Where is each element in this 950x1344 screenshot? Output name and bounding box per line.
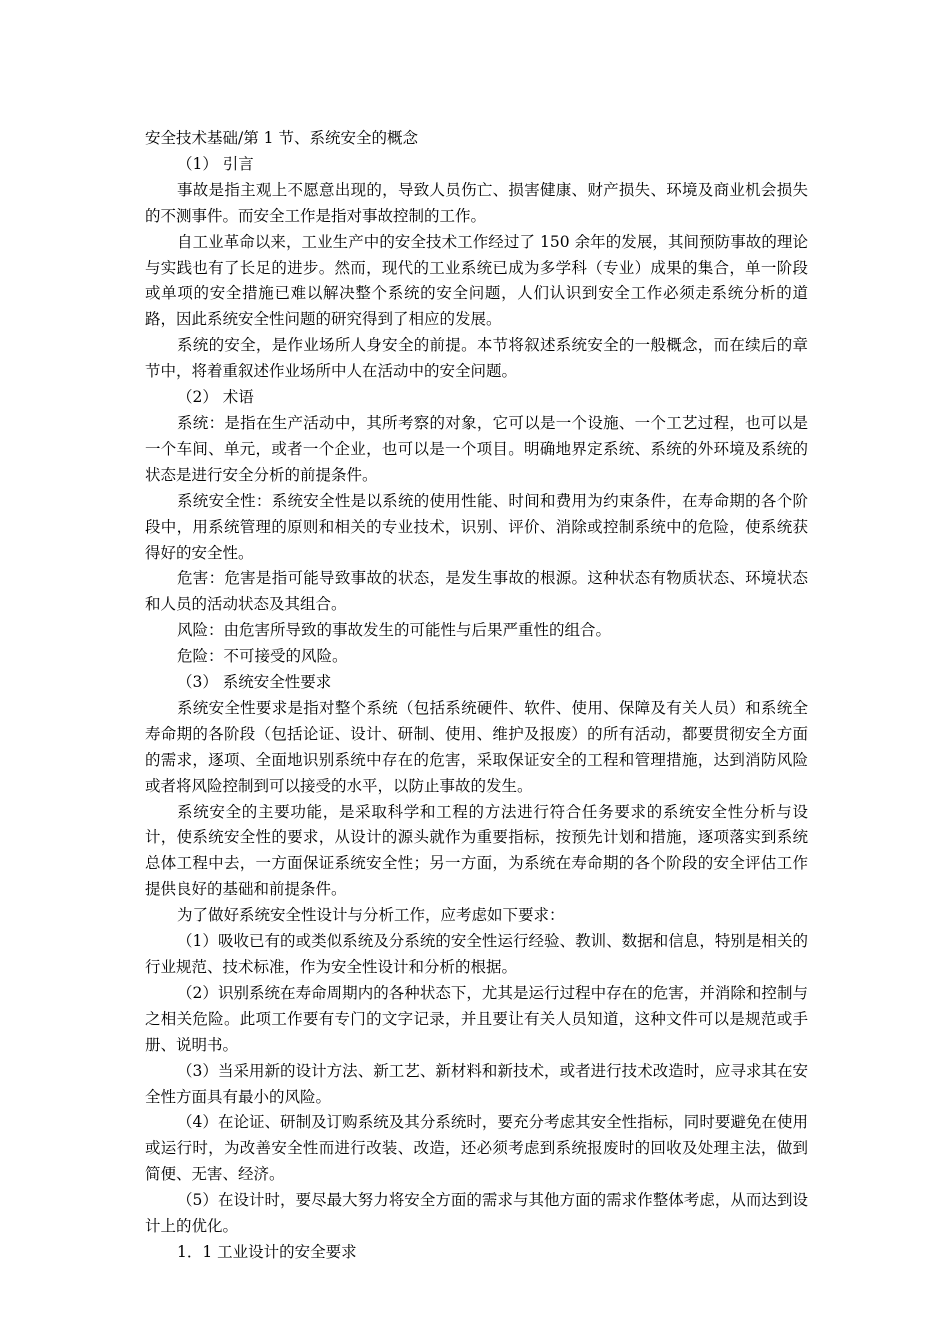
document-page [145,126,808,1266]
paragraph-requirement-4: （4）在论证、研制及订购系统及其分系统时，要充分考虑其安全性指标，同时要避免在使用或运行时，为改善安全性而进行改装、改造，还必须考虑到系统报废时的回收及处理主法，做到简便、无害、经济。 [145,1113,808,1184]
section-heading-introduction: （1） 引言 [177,154,254,173]
paragraph-system-safety-premise: 系统的安全，是作业场所人身安全的前提。本节将叙述系统安全的一般概念，而在续后的章节中，将着重叙述作业场所中人在活动中的安全问题。 [145,336,808,381]
paragraph-requirement-5: （5）在设计时，要尽最大努力将安全方面的需求与其他方面的需求作整体考虑，从而达到设计上的优化。 [145,1191,808,1236]
paragraph-term-danger: 危险：不可接受的风险。 [177,647,348,666]
paragraph-requirement-3: （3）当采用新的设计方法、新工艺、新材料和新技术，或者进行技术改造时，应寻求其在安全性方面具有最小的风险。 [145,1061,808,1106]
paragraph-industrial-history: 自工业革命以来，工业生产中的安全技术工作经过了 150 余年的发展，其间预防事故的理论与实践也有了长足的进步。然而，现代的工业系统已成为多学科（专业）成果的集合，单一阶段或单项的安全措施已难以解决整个系统的安全问题，人们认识到安全工作必须走系统分析的道路，因此系统安全性问题的研究得到了相应的发展。 [145,232,808,329]
paragraph-requirement-2: （2）识别系统在寿命周期内的各种状态下，尤其是运行过程中存在的危害，并消除和控制与之相关危险。此项工作要有专门的文字记录，并且要让有关人员知道，这种文件可以是规范或手册、说明书。 [145,983,808,1054]
paragraph-accident-definition: 事故是指主观上不愿意出现的，导致人员伤亡、损害健康、财产损失、环境及商业机会损失的不测事件。而安全工作是指对事故控制的工作。 [145,180,808,225]
section-heading-safety-requirements: （3） 系统安全性要求 [177,673,332,692]
paragraph-requirements-intro: 为了做好系统安全性设计与分析工作，应考虑如下要求： [177,906,565,925]
section-heading-terms: （2） 术语 [177,388,254,407]
paragraph-term-system: 系统：是指在生产活动中，其所考察的对象，它可以是一个设施、一个工艺过程，也可以是一个车间、单元，或者一个企业，也可以是一个项目。明确地界定系统、系统的外环境及系统的状态是进行安全分析的前提条件。 [145,413,808,484]
paragraph-main-function: 系统安全的主要功能，是采取科学和工程的方法进行符合任务要求的系统安全性分析与设计，使系统安全性的要求，从设计的源头就作为重要指标，按预先计划和措施，逐项落实到系统总体工程中去，一方面保证系统安全性；另一方面，为系统在寿命期的各个阶段的安全评估工作提供良好的基础和前提条件。 [145,802,808,899]
breadcrumb: 安全技术基础/第 1 节、系统安全的概念 [145,129,418,147]
paragraph-term-hazard: 危害：危害是指可能导致事故的状态，是发生事故的根源。这种状态有物质状态、环境状态和人员的活动状态及其组合。 [145,569,808,614]
paragraph-requirement-1: （1）吸收已有的或类似系统及分系统的安全性运行经验、教训、数据和信息，特别是相关的行业规范、技术标准，作为安全性设计和分析的根据。 [145,932,808,976]
paragraph-term-risk: 风险：由危害所导致的事故发生的可能性与后果严重性的组合。 [177,621,612,640]
paragraph-requirements-definition: 系统安全性要求是指对整个系统（包括系统硬件、软件、使用、保障及有关人员）和系统全寿命期的各阶段（包括论证、设计、研制、使用、维护及报废）的所有活动，都要贯彻安全方面的需求，逐项、全面地识别系统中存在的危害，采取保证安全的工程和管理措施，达到消防风险或者将风险控制到可以接受的水平，以防止事故的发生。 [145,698,808,795]
paragraph-term-system-safety: 系统安全性：系统安全性是以系统的使用性能、时间和费用为约束条件，在寿命期的各个阶段中，用系统管理的原则和相关的专业技术，识别、评价、消除或控制系统中的危险，使系统获得好的安全性。 [145,491,808,562]
section-heading-industrial-design: 1．1 工业设计的安全要求 [177,1242,357,1261]
